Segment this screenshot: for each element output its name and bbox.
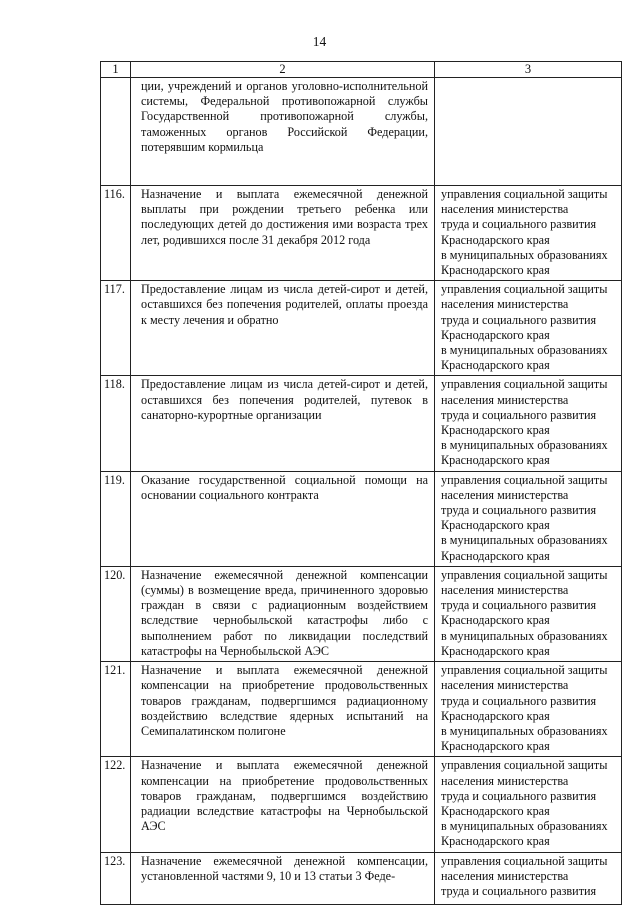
table-row (101, 662, 622, 757)
table-row (101, 852, 622, 904)
header-col-3: 3 (435, 62, 622, 78)
org-line: в муниципальных образованиях Краснодарского края (441, 819, 608, 849)
service-description: Предоставление лицам из числа детей-сирот и детей, оставшихся без попечения родителей, путевок в санаторно-курортные организации (131, 376, 435, 471)
table-header-row (101, 62, 622, 78)
org-line: в муниципальных образованиях Краснодарского края (441, 723, 608, 754)
responsible-organ (435, 376, 622, 471)
service-description: Оказание государственной социальной помощи на основании социального контракта (131, 471, 435, 566)
responsible-organ (435, 186, 622, 281)
org-line: Краснодарского края (441, 708, 550, 723)
responsible-organ (435, 78, 622, 186)
org-line: труда и социального развития (441, 693, 597, 708)
org-line: управления социальной защиты населения министерства (441, 853, 608, 883)
header-col-1: 1 (101, 62, 131, 78)
service-description: Назначение и выплата ежемесячной денежной компенсации на приобретение продовольственных товаров гражданам, подвергшимся воздействию радиации вследствие катастрофы на Чернобыльской АЭС (131, 757, 435, 852)
org-line: управления социальной защиты населения министерства (441, 187, 608, 217)
table-row (101, 471, 622, 566)
org-line: в муниципальных образованиях Краснодарского края (441, 343, 608, 373)
row-number: 117. (101, 281, 131, 376)
org-line: Краснодарского края (441, 518, 550, 533)
org-line: управления социальной защиты населения министерства (441, 377, 608, 407)
header-col-2: 2 (131, 62, 435, 78)
row-number: 123. (101, 852, 131, 904)
row-number: 120. (101, 566, 131, 661)
org-line: труда и социального развития (441, 407, 597, 422)
service-description: Назначение ежемесячной денежной компенсации (суммы) в возмещение вреда, причиненного здоровью граждан в связи с радиационным воздействием вследствие чернобыльской катастрофы либо с выполнением работ по ликвидации последствий катастрофы на Чернобыльской АЭС (131, 566, 435, 661)
org-line: труда и социального развития (441, 788, 597, 803)
org-line: труда и социального развития (441, 883, 597, 898)
org-line: Краснодарского края (441, 613, 550, 628)
table-row (101, 376, 622, 471)
org-line: управления социальной защиты населения министерства (441, 758, 608, 788)
service-description: Назначение и выплата ежемесячной денежной выплаты при рождении третьего ребенка или последующих детей до достижения ими возраста трех лет, родившихся после 31 декабря 2012 года (131, 186, 435, 281)
org-line: Краснодарского края (441, 803, 550, 818)
org-line: труда и социального развития (441, 312, 597, 327)
responsible-organ (435, 471, 622, 566)
org-line: управления социальной защиты населения министерства (441, 663, 608, 693)
row-number: 116. (101, 186, 131, 281)
responsible-organ (435, 566, 622, 661)
row-number: 118. (101, 376, 131, 471)
services-table (100, 61, 622, 905)
service-description: Предоставление лицам из числа детей-сирот и детей, оставшихся без попечения родителей, оплаты проезда к месту лечения и обратно (131, 281, 435, 376)
service-description: Назначение и выплата ежемесячной денежной компенсации на приобретение продовольственных товаров гражданам, подвергшимся радиационному воздействию вследствие ядерных испытаний на Семипалатинском полигоне (131, 662, 435, 757)
responsible-organ (435, 281, 622, 376)
table-row (101, 757, 622, 852)
row-number (101, 78, 131, 186)
table-row (101, 186, 622, 281)
page-number: 14 (312, 34, 327, 49)
org-line: Краснодарского края (441, 327, 550, 342)
org-line: управления социальной защиты населения министерства (441, 472, 608, 502)
org-line: в муниципальных образованиях Краснодарского края (441, 438, 608, 468)
org-line: в муниципальных образованиях Краснодарского края (441, 533, 608, 563)
org-line: труда и социального развития (441, 217, 597, 232)
org-line: в муниципальных образованиях Краснодарского края (441, 247, 608, 278)
row-number: 122. (101, 757, 131, 852)
table-row (101, 566, 622, 661)
row-number: 121. (101, 662, 131, 757)
responsible-organ (435, 662, 622, 757)
responsible-organ (435, 757, 622, 852)
responsible-organ (435, 852, 622, 904)
org-line: труда и социального развития (441, 503, 597, 518)
table-row (101, 281, 622, 376)
org-line: управления социальной защиты населения министерства (441, 282, 608, 312)
row-number: 119. (101, 471, 131, 566)
org-line: труда и социального развития (441, 598, 597, 613)
org-line: в муниципальных образованиях Краснодарского края (441, 628, 608, 658)
org-line: Краснодарского края (441, 423, 550, 438)
table-row (101, 78, 622, 186)
org-line: управления социальной защиты населения министерства (441, 567, 608, 598)
service-description: ции, учреждений и органов уголовно-исполнительной системы, Федеральной противопожарной службы Государственной противопожарной службы, таможенных органов Российской Федерации, потерявшим кормильца (131, 78, 435, 186)
org-line: Краснодарского края (441, 232, 550, 247)
service-description: Назначение ежемесячной денежной компенсации, установленной частями 9, 10 и 13 статьи 3 Феде- (131, 852, 435, 904)
